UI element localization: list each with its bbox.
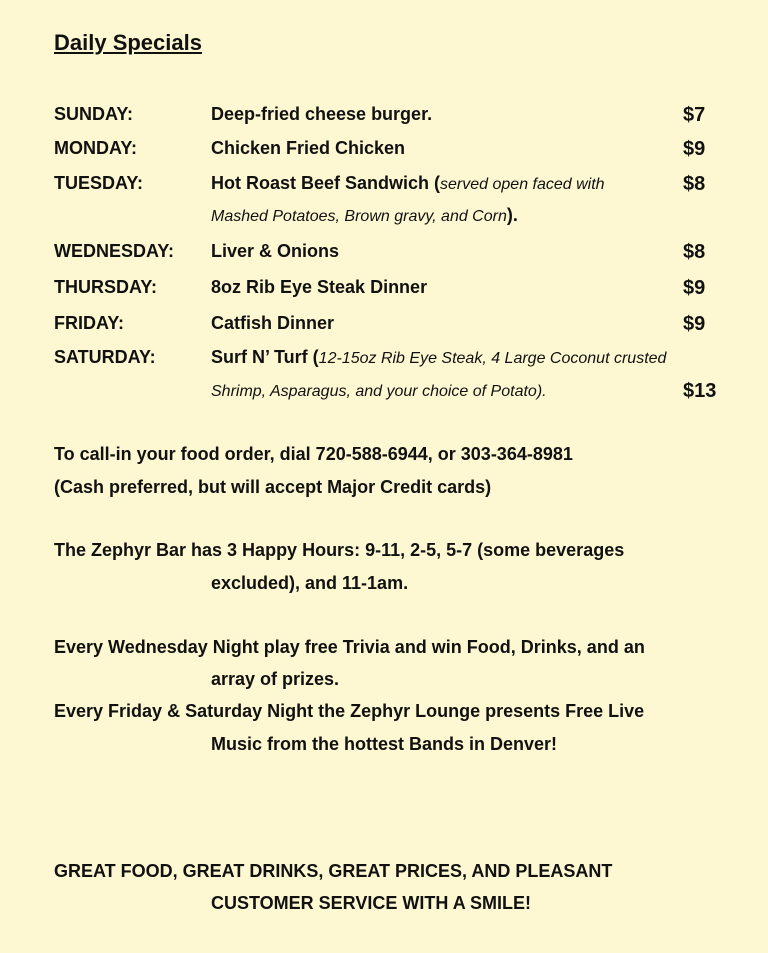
day-label: SUNDAY: [54, 104, 134, 124]
dish-name: Surf N’ Turf [211, 347, 308, 367]
day-label: WEDNESDAY: [54, 241, 175, 261]
dish-name: Catfish Dinner [211, 313, 335, 333]
dish-price: $9 [683, 277, 706, 299]
dish-price: $8 [683, 241, 706, 263]
dish-note-line2: Shrimp, Asparagus, and your choice of Potato). [211, 383, 547, 400]
saturday-price-row [0, 380, 768, 410]
trivia-line-cont: array of prizes. [211, 669, 340, 689]
day-label: TUESDAY: [54, 173, 144, 193]
live-music-line-cont: Music from the hottest Bands in Denver! [211, 734, 558, 754]
dish-price: $9 [683, 138, 706, 160]
special-row-thursday [0, 277, 768, 307]
dish-name: Deep-fried cheese burger. [211, 104, 433, 124]
dish-price: $7 [683, 104, 706, 126]
note-open-paren: ( [429, 173, 441, 193]
dish-note: 12-15oz Rib Eye Steak, 4 Large Coconut crusted [318, 350, 667, 367]
dish-note-continued [211, 205, 518, 226]
page-title: Daily Specials [54, 30, 202, 55]
dish-note-line2: Mashed Potatoes, Brown gravy, and Corn [211, 208, 507, 225]
closing-line-cont: CUSTOMER SERVICE WITH A SMILE! [211, 893, 532, 913]
live-music-line: Every Friday & Saturday Night the Zephyr Lounge presents Free Live [54, 701, 645, 721]
order-phone-line: To call-in your food order, dial 720-588-6944, or 303-364-8981 [54, 444, 573, 464]
dish-name: Hot Roast Beef Sandwich [211, 173, 430, 193]
day-label: SATURDAY: [54, 347, 156, 367]
dish-name: Liver & Onions [211, 241, 340, 261]
dish-price: $9 [683, 313, 706, 335]
dish-name-with-note [211, 173, 605, 194]
payment-note: (Cash preferred, but will accept Major Credit cards) [54, 477, 492, 497]
dish-name-with-note [211, 347, 666, 368]
dish-price: $13 [683, 380, 717, 402]
day-label: THURSDAY: [54, 277, 158, 297]
special-row-friday [0, 313, 768, 343]
day-label: FRIDAY: [54, 313, 125, 333]
special-row-saturday [0, 347, 768, 377]
special-row-tuesday [0, 173, 768, 203]
day-label: MONDAY: [54, 138, 138, 158]
dish-name: 8oz Rib Eye Steak Dinner [211, 277, 428, 297]
note-open-paren: ( [307, 347, 319, 367]
special-row-sunday [0, 104, 768, 134]
happy-hours-line-cont: excluded), and 11-1am. [211, 573, 409, 593]
dish-price: $8 [683, 173, 706, 195]
dish-name: Chicken Fried Chicken [211, 138, 406, 158]
special-row-monday [0, 138, 768, 168]
trivia-line: Every Wednesday Night play free Trivia and win Food, Drinks, and an [54, 637, 645, 657]
happy-hours-line: The Zephyr Bar has 3 Happy Hours: 9-11, 2-5, 5-7 (some beverages [54, 540, 625, 560]
closing-line: GREAT FOOD, GREAT DRINKS, GREAT PRICES, AND PLEASANT [54, 861, 613, 881]
note-close-paren: ). [506, 205, 518, 225]
dish-note: served open faced with [440, 176, 605, 193]
special-row-wednesday [0, 241, 768, 271]
